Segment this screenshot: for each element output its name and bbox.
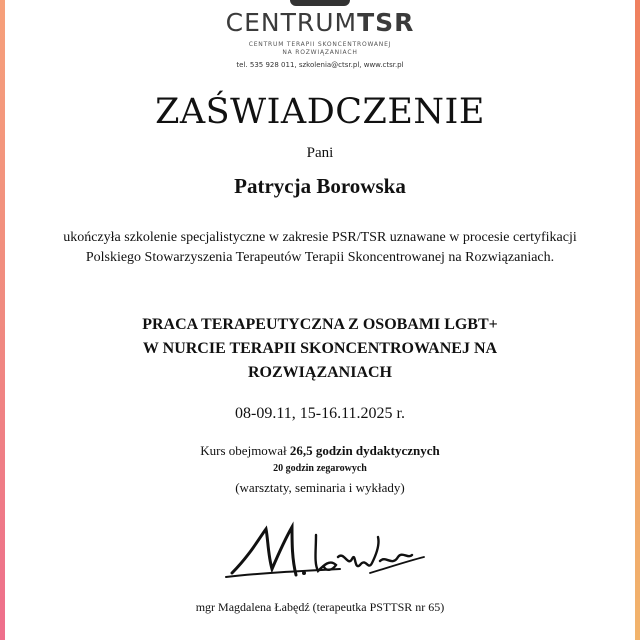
course-hours-prefix: Kurs obejmował: [200, 443, 290, 458]
course-title-line1: PRACA TERAPEUTYCZNA Z OSOBAMI LGBT+: [142, 316, 498, 333]
logo-subtitle-line1: CENTRUM TERAPII SKONCENTROWANEJ: [248, 41, 392, 48]
logo: [5, 8, 635, 37]
clock-hours: 20 godzin zegarowych: [273, 463, 367, 474]
course-hours: [5, 443, 635, 459]
logo-subtitle: [5, 41, 635, 57]
course-title: [45, 313, 595, 385]
course-dates: 08-09.11, 15-16.11.2025 r.: [235, 405, 405, 422]
course-forms: (warsztaty, seminaria i wykłady): [235, 480, 405, 495]
completion-paragraph: ukończyła szkolenie specjalistyczne w zakresie PSR/TSR uznawane w procesie certyfikacji Polskiego Stowarzyszenia Terapeutów Terapii Skoncentrowanej na Rozwiązaniach.: [63, 230, 577, 265]
certificate-page: [5, 0, 635, 640]
course-hours-value: 26,5 godzin dydaktycznych: [289, 443, 440, 458]
logo-suffix: TSR: [357, 8, 415, 37]
logo-subtitle-line2: NA ROZWIĄZANIACH: [282, 49, 358, 56]
handwritten-signature: [220, 515, 430, 595]
salutation: Pani: [306, 145, 334, 161]
recipient-name: Patrycja Borowska: [234, 174, 406, 198]
logo-prefix: CENTRUM: [225, 8, 358, 37]
course-title-line2: W NURCIE TERAPII SKONCENTROWANEJ NA: [142, 340, 498, 357]
right-gradient-border: [635, 0, 640, 640]
contact-line: tel. 535 928 011, szkolenia@ctsr.pl, www.ctsr.pl: [236, 61, 404, 69]
signer-name: mgr Magdalena Łabędź (terapeutka PSTTSR nr 65): [195, 600, 445, 614]
certificate-title: ZAŚWIADCZENIE: [155, 92, 485, 132]
course-title-line3: ROZWIĄZANIACH: [247, 364, 392, 381]
